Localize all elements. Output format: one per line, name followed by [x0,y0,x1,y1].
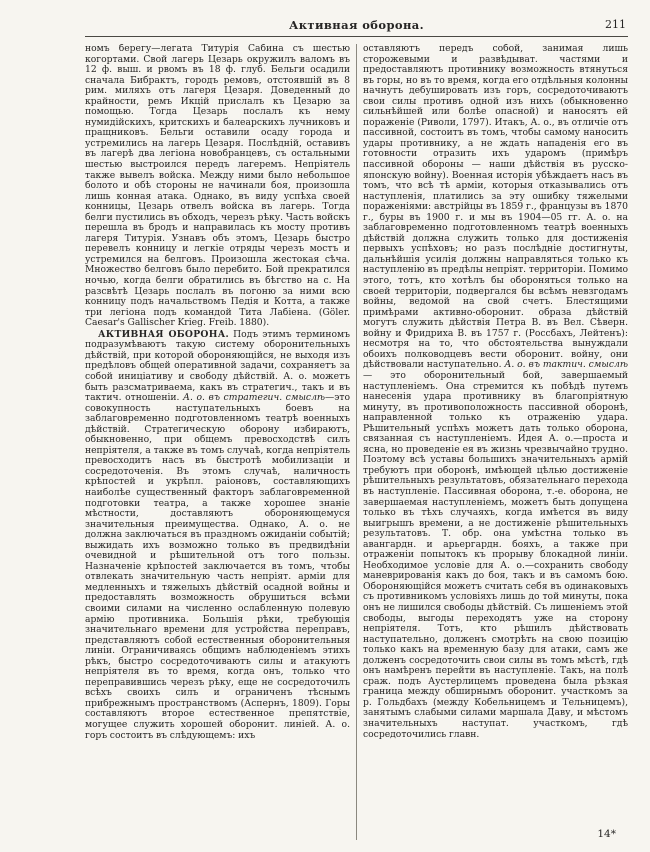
text-segment: номъ берегу—легата Титурія Сабина съ шестью когортами. Свой лагерь Цезарь окружилъ валомъ въ 12 ф. выш. и рвомъ въ 18 ф. глуб. Бельги осадили сначала Бибрактъ, городъ ремовъ, отстоявшій въ 8 рим. миляхъ отъ лагеря Цезаря. Доведенный до крайности, ремъ Икцій прислалъ къ Цезарю за помощью. Тогда Цезарь послалъ къ нему нумидійскихъ, критскихъ и балеарскихъ лучниковъ и пращниковъ. Бельги оставили осаду города и устремились на лагерь Цезаря. Послѣдній, оставивъ въ лагерѣ два легіона новобранцевъ, съ остальными шестью выстроился передъ лагеремъ. Непріятель также вывелъ войска. Между ними было небольшое болото и обѣ стороны не начинали боя, произошла лишь конная атака. Однако, въ виду успѣха своей конницы, Цезарь отвелъ войска въ лагерь. Тогда белги пустились въ обходъ, черезъ рѣку. Часть войскъ перешла въ бродъ и направилась къ мосту противъ лагеря Титурія. Узнавъ объ этомъ, Цезарь быстро перевелъ конницу и легкіе отряды черезъ мостъ и устремился на белговъ. Произошла жестокая сѣча. Множество белговъ было перебито. Бой прекратился ночью, когда белги обратились въ бѣгство на с. На разсвѣтѣ Цезарь послалъ въ погоню за ними всю конницу подъ начальствомъ Педія и Котта, а также три легіона подъ командой Тита Лабіена. (Göler. Caesar's Gallischer Krieg. Freib. 1880). [85,44,350,329]
header-rule [85,36,628,37]
page-header [85,18,628,35]
text-segment: — это оборонительный бой, завершаемый наступленіемъ. Она стремится къ побѣдѣ путемъ нанесенія удара противнику въ благопріятную минуту, въ противоположность пассивной оборонѣ, направленной только къ отраженію удара. Рѣшительный успѣхъ можетъ дать только оборона, связанная съ наступленіемъ. Идея А. о.—проста и ясна, но проведеніе ея въ жизнь чрезвычайно трудно. Поэтому всѣ уставы большихъ значительныхъ армій требуютъ при оборонѣ, имѣющей цѣлью достиженіе рѣшительныхъ результатовъ, обязательнаго перехода въ наступленіе. Пассивная оборона, т.-е. оборона, не завершаемая наступленіемъ, можетъ быть допущена только въ тѣхъ случаяхъ, когда имѣется въ виду выигрышъ времени, а не достиженіе рѣшительныхъ результатовъ. Т. обр. она умѣстна только въ авангардн. и арьергардн. бояхъ, а также при отраженіи попытокъ къ прорыву блокадной линіи. Необходимое условіе для А. о.—сохранить свободу маневрированія какъ до боя, такъ и въ самомъ бою. Обороняющійся можетъ считать себя въ одинаковыхъ съ противникомъ условіяхъ лишь до той минуты, пока онъ не лишился свободы дѣйствій. Съ лишеніемъ этой свободы, выгоды переходятъ уже на сторону непріятеля. Тотъ, кто рѣшилъ дѣйствовать наступательно, долженъ смотрѣть на свою позицію только какъ на временную базу для атаки, самъ же долженъ сосредоточить свои силы въ томъ мѣстѣ, гдѣ онъ намѣренъ перейти въ наступленіе. Такъ, на полѣ сраж. подъ Аустерлицемъ проведена была рѣзкая граница между обширнымъ оборонит. участкомъ за р. Гольдбахъ (между Кобельницемъ и Тельницемъ), занятымъ слабыми силами маршала Даву, и мѣстомъ значительныхъ наступат. участкомъ, гдѣ сосредоточились главн. [363,369,628,740]
text-segment: А. о. въ тактич. смыслѣ [504,359,628,371]
running-title: Активная оборона. [288,18,425,32]
column-divider [356,44,357,840]
article-columns [85,44,628,840]
text-segment: Подъ этимъ терминомъ подразумѣваютъ такую систему оборонительныхъ дѣйствій, при которой обороняющійся, не выходя изъ предѣловъ общей оперативной задачи, сохраняетъ за собой иниціативу и свободу дѣйствій. А. о. можетъ быть разсматриваема, какъ въ стратегич., такъ и въ тактич. отношеніи. [85,328,350,404]
signature-mark: 14* [591,828,616,840]
column-left [85,44,350,840]
column-right [363,44,628,840]
page-number: 211 [605,18,626,31]
article-paragraph [85,44,350,329]
text-segment: —это совокупность наступательныхъ боевъ на заблаговременно подготовленномъ театрѣ военныхъ дѣйствій. Стратегическую оборону избираютъ, обыкновенно, при общемъ превосходствѣ силъ непріятеля, а также въ томъ случаѣ, когда непріятель превосходитъ насъ въ быстротѣ мобилизаціи и сосредоточенія. Въ этомъ случаѣ, наличность крѣпостей и укрѣпл. раіоновъ, составляющихъ наиболѣе существенный факторъ заблаговременной подготовки театра, а также хорошее знаніе мѣстности, доставляютъ обороняющемуся значительныя преимущества. Однако, А. о. не должна заключаться въ праздномъ ожиданіи событій; выжидать ихъ возможно только въ предвидѣніи очевидной и рѣшительной отъ того пользы. Назначеніе крѣпостей заключается въ томъ, чтобы отвлекать значительную часть непріят. арміи для медленныхъ и тяжелыхъ дѣйствій осадной войны и предоставлять возможность обрушиться всѣми своими силами на численно ослабленную полевую армію противника. Большія рѣки, требующія значительнаго времени для устройства переправъ, представляютъ собой естественныя оборонительныя линіи. Ограничиваясь общимъ наблюденіемъ этихъ рѣкъ, быстро сосредоточиваютъ силы и атакуютъ непріятеля въ то время, когда онъ, только что переправившись черезъ рѣку, еще не сосредоточилъ всѣхъ своихъ силъ и ограниченъ тѣснымъ прибрежнымъ пространствомъ (Аспернъ, 1809). Горы составляютъ второе естественное препятствіе, могущее служить хорошей оборонит. линіей. А. о. горъ состоитъ въ слѣдующемъ: ихъ [85,392,350,741]
text-segment: оставляютъ передъ собой, занимая лишь сторожевыми и развѣдыват. частями и предоставляютъ противнику возможность втянуться въ горы, но въ то время, когда его отдѣльныя колонны начнутъ дебушировать изъ горъ, сосредоточиваютъ свои силы противъ одной изъ нихъ (обыкновенно сильнѣйшей или болѣе опасной) и наносятъ ей пораженіе (Риволи, 1797). Итакъ, А. о., въ отличіе отъ пассивной, состоитъ въ томъ, чтобы самому наносить удары противнику, а не ждать нападенія его въ готовности отразить ихъ ударомъ (примѣръ пассивной обороны — наши дѣйствія въ русско-японскую войну). Военная исторія убѣждаетъ насъ въ томъ, что всѣ тѣ арміи, которыя отказывались отъ наступленія, платились за эту ошибку тяжелыми пораженіями: австрійцы въ 1859 г., французы въ 1870 г., буры въ 1900 г. и мы въ 1904—05 гг. А. о. на заблаговременно подготовленномъ театрѣ военныхъ дѣйствій должна служить только для достиженія первыхъ успѣховъ; но разъ послѣдніе достигнуты, дальнѣйшія усилія должны направляться только къ наступленію въ предѣлы непріят. территоріи. Помимо этого, тотъ, кто хотѣлъ бы обороняться только на своей территоріи, подвергался бы всѣмъ невзгодамъ войны, ведомой на свой счетъ. Блестящими примѣрами активно-оборонит. образа дѣйствій могутъ служить дѣйствія Петра В. въ Вел. Сѣверн. войну и Фридриха В. въ 1757 г. (Россбахъ, Лейтенъ): несмотря на то, что обстоятельства вынуждали обоихъ полководцевъ вести оборонит. войну, они дѣйствовали наступательно. [363,44,628,371]
article-paragraph [363,44,628,740]
text-block [85,18,628,840]
run-in-heading: АКТИВНАЯ ОБОРОНА. [98,328,229,340]
text-segment: А. о. въ стратегич. смыслѣ [183,392,326,404]
article-paragraph [85,330,350,741]
